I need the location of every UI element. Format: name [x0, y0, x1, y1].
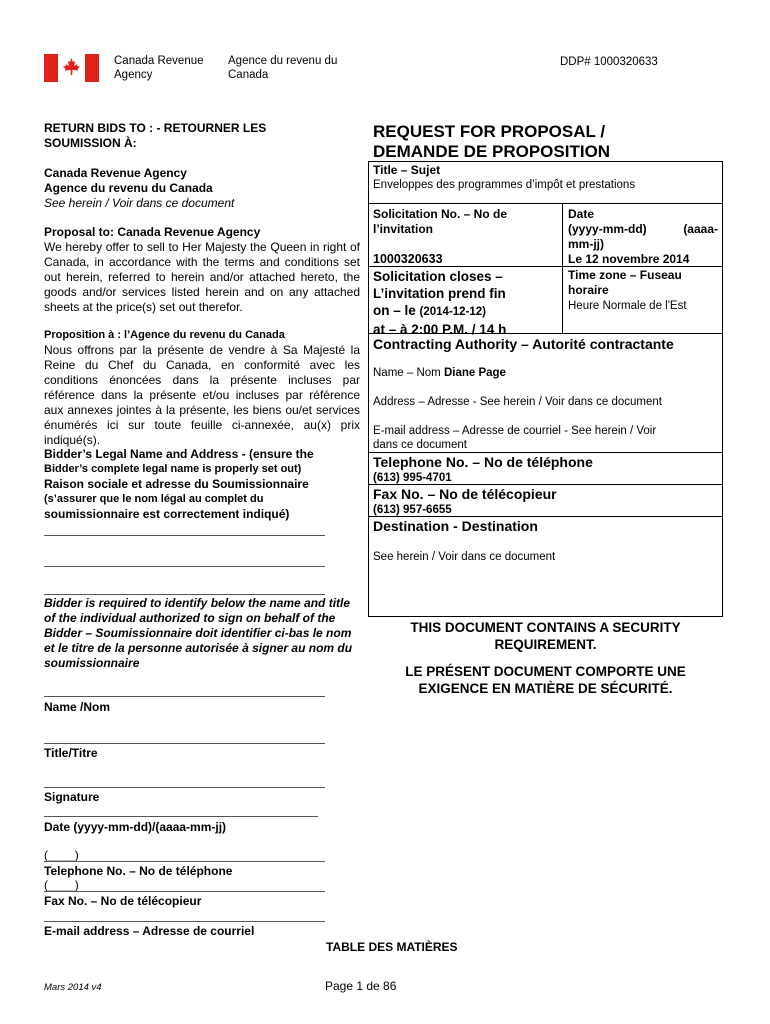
- phone-heading: Telephone No. – No de téléphone: [373, 454, 593, 470]
- fax-line[interactable]: [44, 891, 325, 892]
- bidder-legal-heading: Bidder’s Legal Name and Address - (ensure the Bidder’s complete legal name is properly set out) Raison sociale et adresse du Soumissionnaire (s’assurer que le nom légal au complet du soumissionnaire est correctement indiqué): [44, 447, 314, 521]
- fax-area-code: (____): [44, 878, 79, 892]
- solicitation-closes: Solicitation closes – L’invitation prend fin on – le (2014-12-12) at – à 2:00 P.M. / 14 h: [373, 269, 507, 337]
- maple-leaf-icon: [63, 58, 80, 78]
- page-number: Page 1 de 86: [325, 979, 397, 993]
- security-notice-en: THIS DOCUMENT CONTAINS A SECURITY REQUIREMENT.: [410, 620, 681, 652]
- signature-label: Signature: [44, 790, 100, 804]
- solicitation-label: Solicitation No. – No de l’invitation: [373, 207, 508, 236]
- agency-name-en: Canada Revenue Agency: [114, 55, 204, 81]
- destination-heading: Destination - Destination: [373, 518, 538, 534]
- date-line[interactable]: [44, 816, 318, 817]
- name-label: Name /Nom: [44, 700, 111, 714]
- time-zone-block: Time zone – Fuseau horaire Heure Normale de l'Est: [568, 268, 687, 312]
- date-label: Date (yyyy-mm-dd)/(aaaa-mm-jj): [44, 820, 227, 834]
- agency-name-fr: Agence du revenu du Canada: [228, 55, 338, 81]
- phone-value: (613) 995-4701: [373, 472, 452, 484]
- signature-line[interactable]: [44, 787, 325, 788]
- destination-value: See herein / Voir dans ce document: [373, 551, 556, 563]
- title-line[interactable]: [44, 743, 325, 744]
- rfp-info-box: [368, 161, 723, 617]
- date-block: Date (yyyy-mm-dd) (aaaa- mm-jj) Le 12 novembre 2014: [568, 207, 718, 266]
- contact-email: E-mail address – Adresse de courriel - See herein / Voir dans ce document: [373, 425, 657, 451]
- bidder-name-line-3[interactable]: [44, 594, 325, 595]
- identify-signer-text: Bidder is required to identify below the name and title of the individual authorized to sign on behalf of the Bidder – Soumissionnaire doit identifier ci-bas le nom et le titre de la personne autorisée à signer au nom du soumissionnaire: [44, 596, 353, 670]
- phone-area-code: (____): [44, 848, 79, 862]
- canada-flag-logo: [44, 54, 99, 82]
- solicitation-number: 1000320633: [373, 252, 443, 266]
- name-line[interactable]: [44, 696, 325, 697]
- return-address: Canada Revenue Agency Agence du revenu du Canada See herein / Voir dans ce document: [44, 166, 235, 210]
- rfp-title: REQUEST FOR PROPOSAL / DEMANDE DE PROPOSITION: [373, 122, 611, 161]
- table-of-contents-heading: TABLE DES MATIÈRES: [326, 940, 458, 954]
- phone-line[interactable]: [44, 861, 325, 862]
- bidder-name-line-1[interactable]: [44, 535, 325, 536]
- proposal-en: Proposal to: Canada Revenue Agency We hereby offer to sell to Her Majesty the Queen in right of Canada, in accordance with the terms and conditions set out herein, referred to herein and/or attached hereto, the goods and/or services listed herein and on any attached sheets at the price(s) set out therefor.: [44, 225, 360, 314]
- contact-name: Name – Nom Diane Page: [373, 367, 506, 379]
- contracting-authority-heading: Contracting Authority – Autorité contractante: [373, 336, 674, 352]
- title-label: Title/Titre: [44, 746, 98, 760]
- security-notice-fr: LE PRÉSENT DOCUMENT COMPORTE UNE EXIGENCE EN MATIÈRE DE SÉCURITÉ.: [405, 664, 686, 696]
- email-label: E-mail address – Adresse de courriel: [44, 924, 255, 938]
- bidder-name-line-2[interactable]: [44, 566, 325, 567]
- email-line[interactable]: [44, 921, 325, 922]
- phone-label: Telephone No. – No de téléphone: [44, 864, 233, 878]
- version-label: Mars 2014 v4: [44, 982, 102, 993]
- return-bids-heading: RETURN BIDS TO : - RETOURNER LES SOUMISSION À:: [44, 121, 267, 150]
- ddp-number: DDP# 1000320633: [560, 56, 658, 68]
- fax-heading: Fax No. – No de télécopieur: [373, 486, 557, 502]
- fax-label: Fax No. – No de télécopieur: [44, 894, 202, 908]
- title-section: Title – Sujet Enveloppes des programmes d’impôt et prestations: [373, 163, 636, 191]
- contact-address: Address – Adresse - See herein / Voir dans ce document: [373, 396, 662, 408]
- fax-value: (613) 957-6655: [373, 504, 452, 516]
- proposal-fr: Proposition à : l’Agence du revenu du Canada Nous offrons par la présente de vendre à Sa Majesté la Reine du Chef du Canada, en conformité avec les conditions énoncées dans la présente incluses par référence dans la présente et/ou incluses par référence aux annexes jointes à la présente, les biens ou/et services énumérés ici sur toute feuille ci-annexée, au(x) prix indiqué(s).: [44, 329, 360, 447]
